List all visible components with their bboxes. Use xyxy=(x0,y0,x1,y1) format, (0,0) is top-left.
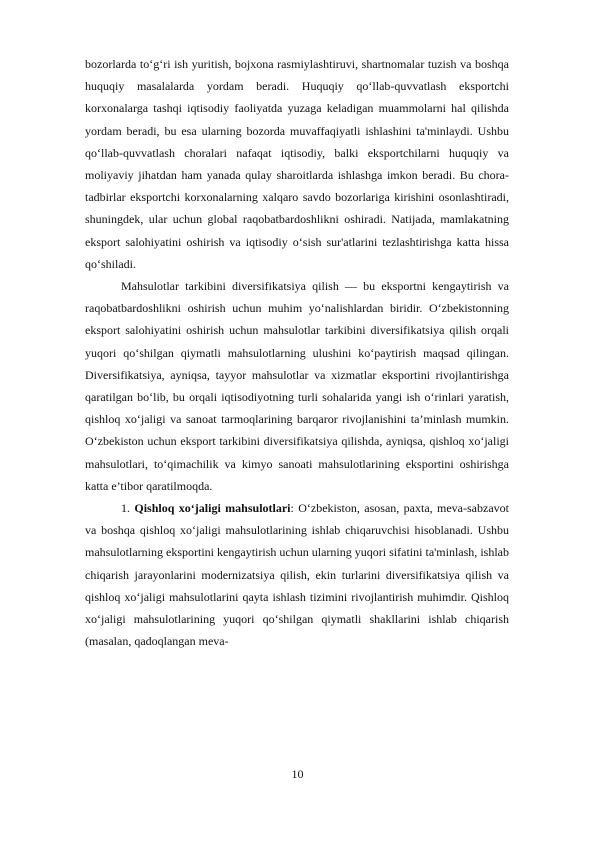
paragraph-1: bozorlarda to‘g‘ri ish yuritish, bojxona rasmiylashtiruvi, shartnomalar tuzish va boshqa huquqiy masalalarda yordam beradi. Huquqiy qo‘llab-quvvatlash eksportchi korxonalarga tashqi iqtisodiy faoliyatda yuzaga keladigan muammolarni hal qilishda yordam beradi, bu esa ularning bozorda muvaffaqiyatli ishlashini ta'minlaydi. Ushbu qo‘llab-quvvatlash choralari nafaqat iqtisodiy, balki eksportchilarni huquqiy va moliyaviy jihatdan ham yanada qulay sharoitlarda ishlashga imkon beradi. Bu chora-tadbirlar eksportchi korxonalarning xalqaro savdo bozorlariga kirishini osonlashtiradi, shuningdek, ular uchun global raqobatbardoshlikni oshiradi. Natijada, mamlakatning eksport salohiyatini oshirish va iqtisodiy o‘sish sur'atlarini tezlashtirishga katta hissa qo‘shiladi. xyxy=(85,57,509,271)
page-number: 10 xyxy=(291,767,304,781)
document-body xyxy=(85,53,509,652)
list-item-1 xyxy=(85,497,509,652)
list-item-text: : O‘zbekiston, asosan, paxta, meva-sabzavot va boshqa qishloq xo‘jaligi mahsulotlarining ishlab chiqaruvchisi hisoblanadi. Ushbu mahsulotlarning eksportini kengaytirish uchun ularning yuqori sifatini ta'minlash, ishlab chiqarish jarayonlarini modernizatsiya qilish, ekin turlarini diversifikatsiya qilish va qishloq xo‘jaligi mahsulotlarini qayta ishlash tizimini rivojlantirish muhimdir. Qishloq xo‘jaligi mahsulotlarining yuqori qo‘shilgan qiymatli shakllarini ishlab chiqarish (masalan, qadoqlangan meva- xyxy=(85,501,509,649)
list-item-number: 1. xyxy=(121,501,130,516)
list-item-title: Qishloq xo‘jaligi mahsulotlari xyxy=(134,501,291,516)
paragraph-2: Mahsulotlar tarkibini diversifikatsiya qilish — bu eksportni kengaytirish va raqobatbardoshlikni oshirish uchun muhim yo‘nalishlardan biridir. O‘zbekistonning eksport salohiyatini oshirish uchun mahsulotlar tarkibini diversifikatsiya qilish orqali yuqori qo‘shilgan qiymatli mahsulotlarning ulushini ko‘paytirish maqsad qilingan. Diversifikatsiya, ayniqsa, tayyor mahsulotlar va xizmatlar eksportini rivojlantirishga qaratilgan bo‘lib, bu orqali iqtisodiyotning turli sohalarida yangi ish o‘rinlari yaratish, qishloq xo‘jaligi va sanoat tarmoqlarining barqaror rivojlanishini ta’minlash mumkin. O‘zbekiston uchun eksport tarkibini diversifikatsiya qilishda, ayniqsa, qishloq xo‘jaligi mahsulotlari, to‘qimachilik va kimyo sanoati mahsulotlarining eksportini oshirishga katta e’tibor qaratilmoqda. xyxy=(85,279,509,493)
